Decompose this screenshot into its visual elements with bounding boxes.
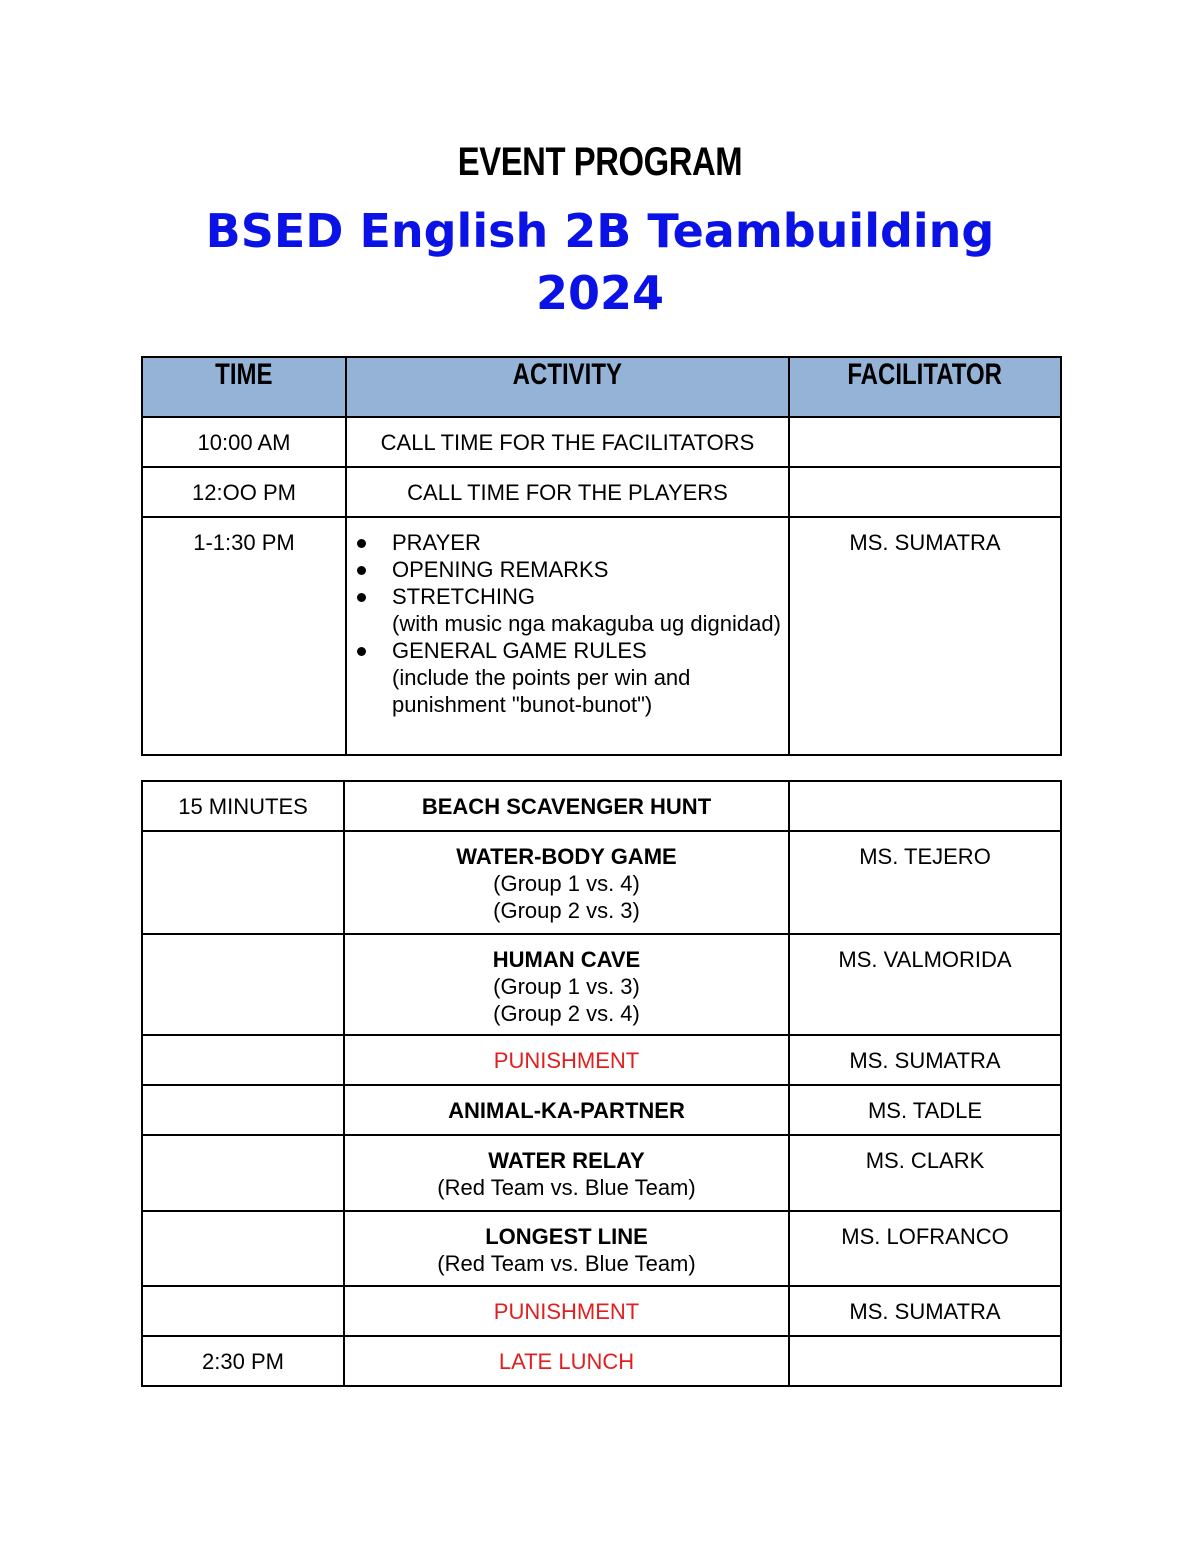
facilitator-cell: MS. LOFRANCO <box>789 1211 1061 1286</box>
activity-cell: WATER RELAY (Red Team vs. Blue Team) <box>344 1135 789 1211</box>
list-item: OPENING REMARKS <box>392 556 788 583</box>
facilitator-cell <box>789 781 1061 831</box>
table-row <box>142 1135 1061 1211</box>
column-header-activity: ACTIVITY <box>346 357 789 417</box>
activity-cell: HUMAN CAVE (Group 1 vs. 3) (Group 2 vs. 4) <box>344 934 789 1035</box>
program-table-2 <box>141 780 1062 1387</box>
table-row <box>142 781 1061 831</box>
time-cell: 15 MINUTES <box>142 781 344 831</box>
activity-cell: WATER-BODY GAME (Group 1 vs. 4) (Group 2 vs. 3) <box>344 831 789 934</box>
time-cell <box>142 1035 344 1085</box>
activity-cell <box>346 517 789 755</box>
table-row <box>142 417 1061 467</box>
program-table-1 <box>141 356 1062 756</box>
facilitator-cell: MS. TADLE <box>789 1085 1061 1135</box>
list-item: PRAYER <box>392 529 788 556</box>
subtitle-line-2: 2024 <box>535 266 665 320</box>
table-row <box>142 1035 1061 1085</box>
table-row <box>142 831 1061 934</box>
activity-cell: BEACH SCAVENGER HUNT <box>344 781 789 831</box>
activity-cell: CALL TIME FOR THE PLAYERS <box>346 467 789 517</box>
time-cell: 1-1:30 PM <box>142 517 346 755</box>
subtitle-line-1: BSED English 2B Teambuilding <box>205 204 995 258</box>
activity-cell: LATE LUNCH <box>344 1336 789 1386</box>
facilitator-cell: MS. SUMATRA <box>789 517 1061 755</box>
facilitator-cell <box>789 1336 1061 1386</box>
time-cell: 10:00 AM <box>142 417 346 467</box>
table-row <box>142 1286 1061 1336</box>
activity-cell: LONGEST LINE (Red Team vs. Blue Team) <box>344 1211 789 1286</box>
facilitator-cell: MS. VALMORIDA <box>789 934 1061 1035</box>
table-row <box>142 934 1061 1035</box>
table-row <box>142 1085 1061 1135</box>
activity-cell: ANIMAL-KA-PARTNER <box>344 1085 789 1135</box>
time-cell: 12:OO PM <box>142 467 346 517</box>
column-header-facilitator: FACILITATOR <box>789 357 1061 417</box>
page-title: EVENT PROGRAM <box>457 140 743 184</box>
activity-cell: PUNISHMENT <box>344 1286 789 1336</box>
table-row <box>142 467 1061 517</box>
activity-cell: PUNISHMENT <box>344 1035 789 1085</box>
time-cell <box>142 1211 344 1286</box>
facilitator-cell <box>789 467 1061 517</box>
column-header-time: TIME <box>142 357 346 417</box>
time-cell <box>142 831 344 934</box>
table-header-row <box>142 357 1061 417</box>
activity-bullet-list <box>347 529 788 718</box>
facilitator-cell: MS. TEJERO <box>789 831 1061 934</box>
facilitator-cell: MS. SUMATRA <box>789 1035 1061 1085</box>
table-row <box>142 1336 1061 1386</box>
facilitator-cell <box>789 417 1061 467</box>
table-row <box>142 1211 1061 1286</box>
event-subtitle <box>150 200 1050 324</box>
table-row <box>142 517 1061 755</box>
time-cell <box>142 934 344 1035</box>
list-item: STRETCHING (with music nga makaguba ug dignidad) <box>392 583 788 637</box>
time-cell: 2:30 PM <box>142 1336 344 1386</box>
facilitator-cell: MS. SUMATRA <box>789 1286 1061 1336</box>
time-cell <box>142 1286 344 1336</box>
facilitator-cell: MS. CLARK <box>789 1135 1061 1211</box>
list-item: GENERAL GAME RULES (include the points per win and punishment "bunot-bunot") <box>392 637 788 718</box>
time-cell <box>142 1135 344 1211</box>
activity-cell: CALL TIME FOR THE FACILITATORS <box>346 417 789 467</box>
time-cell <box>142 1085 344 1135</box>
